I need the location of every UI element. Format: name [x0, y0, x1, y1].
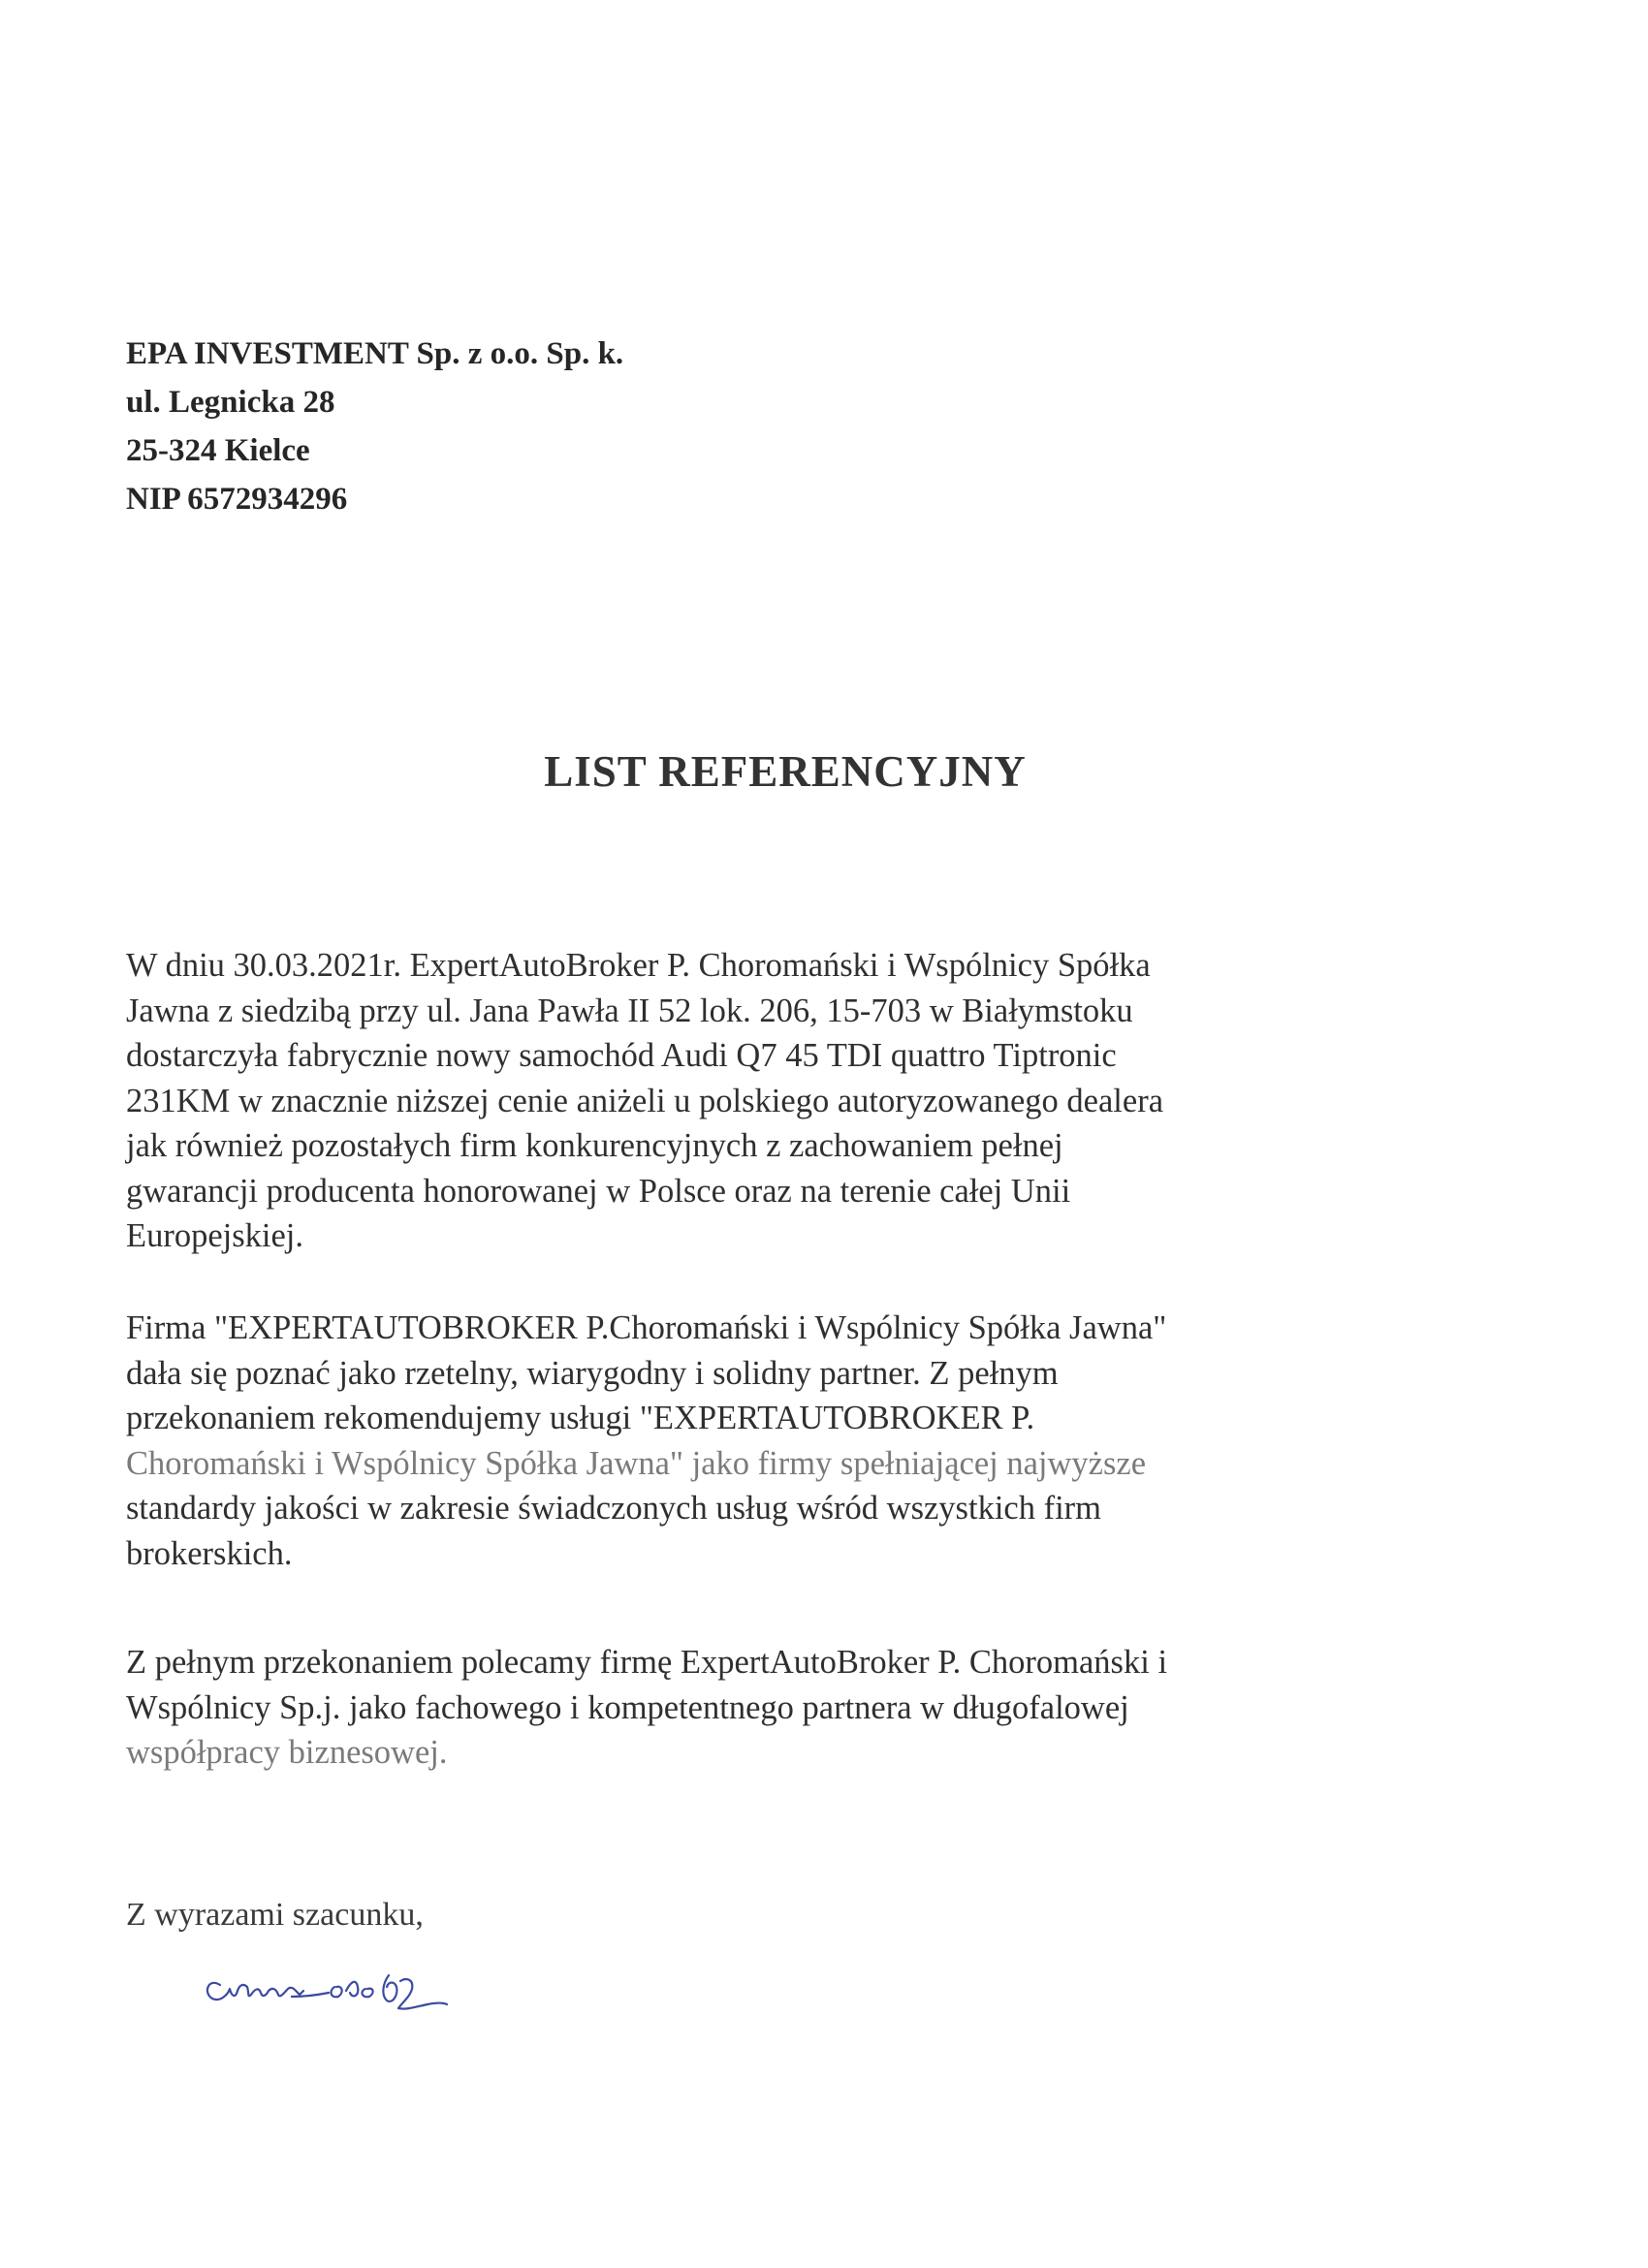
sender-company-name: EPA INVESTMENT Sp. z o.o. Sp. k.: [126, 336, 624, 371]
paragraph-line: standardy jakości w zakresie świadczonych usług wśród wszystkich firm: [126, 1490, 1101, 1527]
paragraph-line: dała się poznać jako rzetelny, wiarygodny i solidny partner. Z pełnym: [126, 1354, 1059, 1392]
paragraph-line: Wspólnicy Sp.j. jako fachowego i kompetentnego partnera w długofalowej: [126, 1688, 1129, 1726]
letter-title: LIST REFERENCYJNY: [544, 747, 1027, 796]
paragraph-line: Z pełnym przekonaniem polecamy firmę ExpertAutoBroker P. Choromański i: [126, 1644, 1168, 1681]
paragraph-recommendation: [126, 1306, 1483, 1576]
paragraph-line: Europejskiej.: [126, 1217, 303, 1254]
paragraph-line: gwarancji producenta honorowanej w Polsce oraz na terenie całej Unii: [126, 1172, 1071, 1210]
paragraph-delivery: [126, 943, 1483, 1259]
paragraph-line: brokerskich.: [126, 1534, 293, 1572]
paragraph-line: Jawna z siedzibą przy ul. Jana Pawła II 52 lok. 206, 15-703 w Białymstoku: [126, 992, 1133, 1029]
paragraph-line: jak również pozostałych firm konkurencyjnych z zachowaniem pełnej: [126, 1127, 1063, 1164]
paragraph-line: Choromański i Wspólnicy Spółka Jawna" jako firmy spełniającej najwyższe: [126, 1444, 1147, 1482]
paragraph-line: Firma "EXPERTAUTOBROKER P.Choromański i Wspólnicy Spółka Jawna": [126, 1309, 1167, 1346]
paragraph-line: przekonaniem rekomendujemy usługi "EXPERTAUTOBROKER P.: [126, 1400, 1035, 1436]
paragraph-line: 231KM w znacznie niższej cenie aniżeli u polskiego autoryzowanego dealera: [126, 1082, 1164, 1119]
paragraph-line: dostarczyła fabrycznie nowy samochód Audi Q7 45 TDI quattro Tiptronic: [126, 1037, 1117, 1074]
handwritten-signature-icon: [199, 1948, 509, 2026]
signature-stroke: [207, 1975, 447, 2009]
closing-salutation: Z wyrazami szacunku,: [126, 1897, 424, 1933]
sender-nip: NIP 6572934296: [126, 482, 348, 517]
sender-address-block: [126, 330, 623, 523]
paragraph-line: współpracy biznesowej.: [126, 1734, 448, 1771]
paragraph-endorsement: [126, 1640, 1483, 1776]
sender-street: ul. Legnicka 28: [126, 385, 335, 420]
paragraph-line: W dniu 30.03.2021r. ExpertAutoBroker P. Choromański i Wspólnicy Spółka: [126, 947, 1151, 984]
sender-city: 25-324 Kielce: [126, 433, 310, 468]
